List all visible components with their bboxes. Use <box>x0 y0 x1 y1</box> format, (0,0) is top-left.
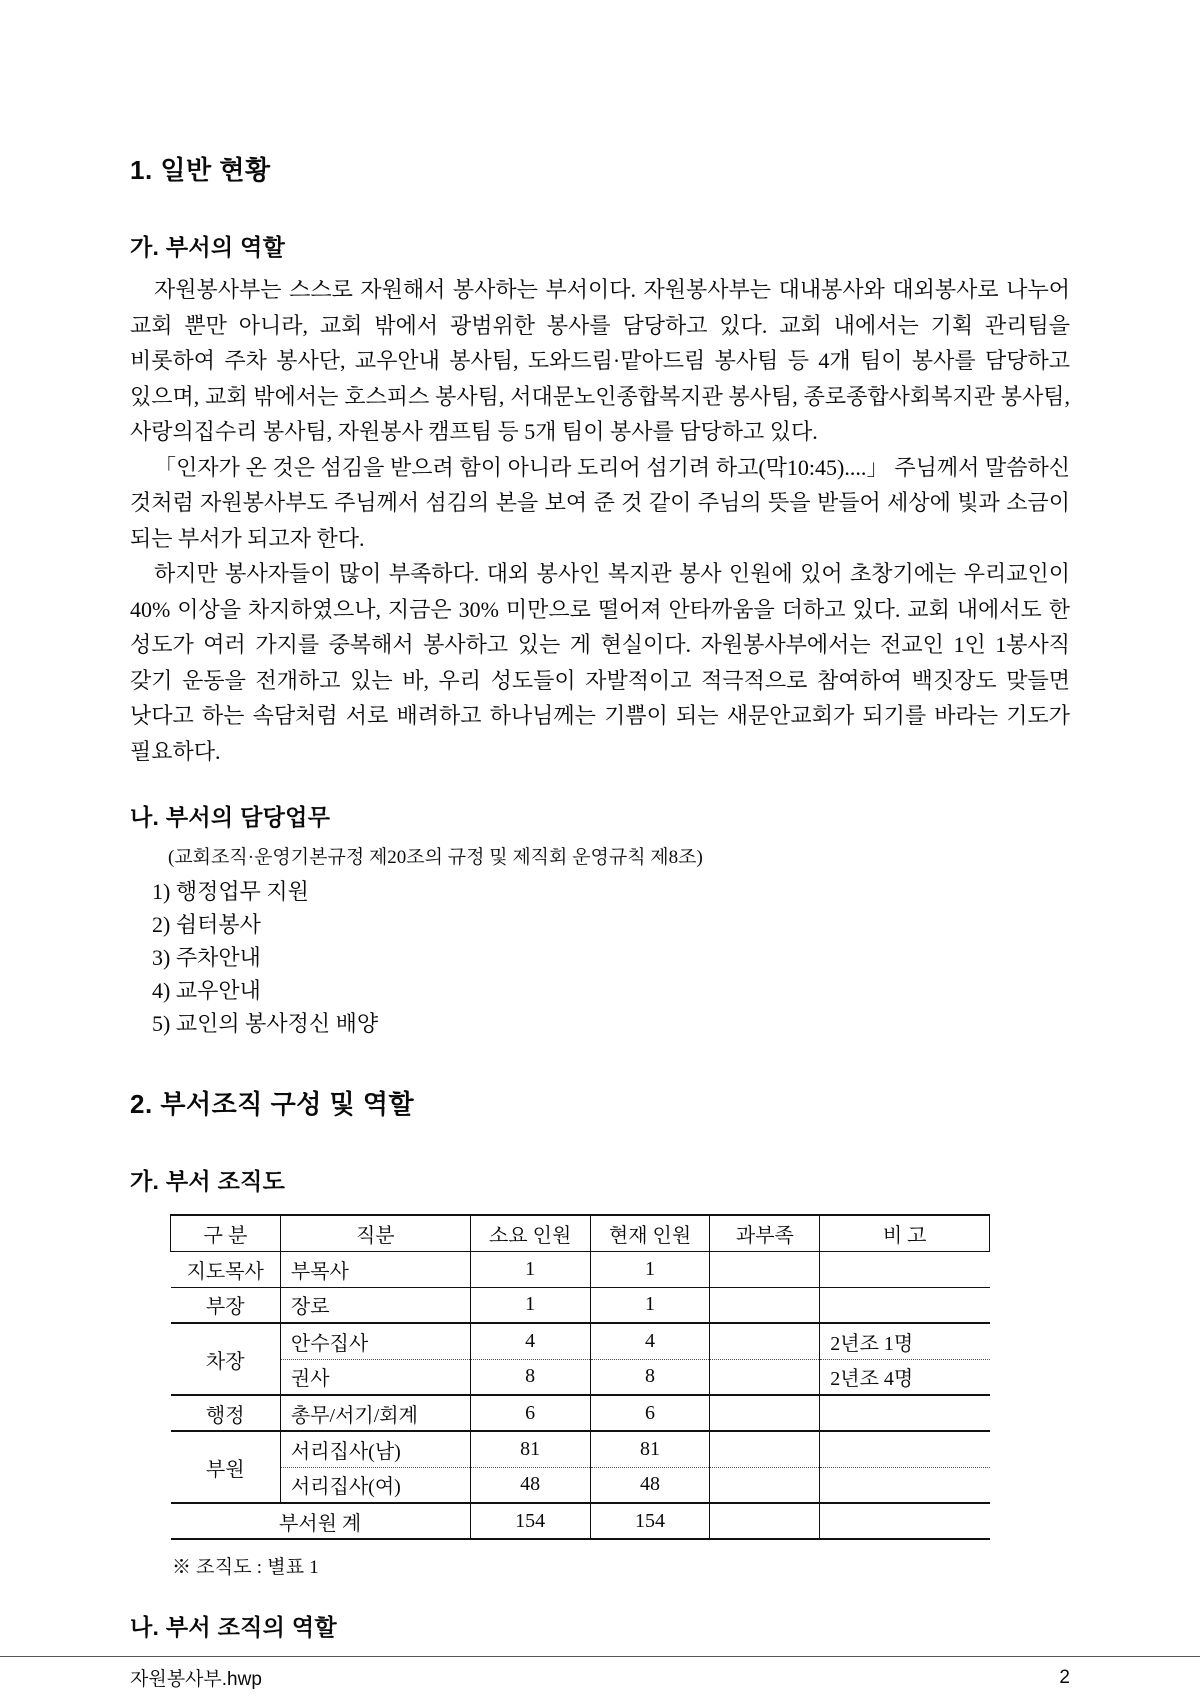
table-cell-need: 6 <box>470 1395 590 1431</box>
list-item: 5) 교인의 봉사정신 배양 <box>152 1011 379 1036</box>
table-cell-division: 부장 <box>171 1287 281 1323</box>
table-cell-need: 8 <box>470 1359 590 1395</box>
table-cell-note <box>820 1467 990 1503</box>
table-cell-note <box>820 1395 990 1431</box>
table-cell-role: 장로 <box>280 1287 470 1323</box>
spacer <box>130 1040 1070 1084</box>
table-row <box>171 1467 990 1503</box>
table-cell-note <box>820 1431 990 1467</box>
table-cell-diff <box>710 1323 820 1359</box>
list-item: 1) 행정업무 지원 <box>152 879 309 904</box>
table-header-cell: 구 분 <box>171 1215 281 1251</box>
table-row <box>171 1431 990 1467</box>
table-cell-role: 총무/서기/회계 <box>280 1395 470 1431</box>
table-cell-role: 서리집사(남) <box>280 1431 470 1467</box>
section-2a-heading: 가. 부서 조직도 <box>130 1168 286 1194</box>
table-row <box>171 1287 990 1323</box>
table-header-cell: 직분 <box>280 1215 470 1251</box>
table-cell-need: 4 <box>470 1323 590 1359</box>
footer-page-number: 2 <box>1059 1666 1070 1688</box>
table-cell-total-need: 154 <box>470 1503 590 1539</box>
section-1a-heading: 가. 부서의 역할 <box>130 234 286 260</box>
footer-file-name: 자원봉사부.hwp <box>130 1669 262 1690</box>
list-item: 4) 교우안내 <box>152 978 261 1003</box>
table-cell-note: 2년조 1명 <box>820 1323 990 1359</box>
spacer <box>130 769 1070 799</box>
table-cell-current: 81 <box>590 1431 710 1467</box>
table-cell-need: 1 <box>470 1251 590 1287</box>
spacer <box>130 1579 1070 1609</box>
table-cell-role: 권사 <box>280 1359 470 1395</box>
table-cell-diff <box>710 1467 820 1503</box>
section-1-heading: 1. 일반 현황 <box>130 155 271 185</box>
table-header-cell: 소요 인원 <box>470 1215 590 1251</box>
regulation-reference: (교회조직·운영기본규정 제20조의 규정 및 제직회 운영규칙 제8조) <box>168 847 703 868</box>
table-row <box>171 1323 990 1359</box>
table-cell-total-note <box>820 1503 990 1539</box>
table-cell-current: 1 <box>590 1287 710 1323</box>
table-cell-total-current: 154 <box>590 1503 710 1539</box>
table-cell-role: 서리집사(여) <box>280 1467 470 1503</box>
paragraph-role-overview: 자원봉사부는 스스로 자원해서 봉사하는 부서이다. 자원봉사부는 대내봉사와 대외봉사로 나누어 교회 뿐만 아니라, 교회 밖에서 광범위한 봉사를 담당하고 있다. 교회 내에서는 기획 관리팀을 비롯하여 주차 봉사단, 교우안내 봉사팀, 도와드림·맡아드림 봉사팀 등 4개 팀이 봉사를 담당하고 있으며, 교회 밖에서는 호스피스 봉사팀, 서대문노인종합복지관 봉사팀, 종로종합사회복지관 봉사팀, 사랑의집수리 봉사팀, 자원봉사 캠프팀 등 5개 팀이 봉사를 담당하고 있다. <box>130 277 1070 444</box>
table-cell-need: 1 <box>470 1287 590 1323</box>
table-cell-current: 48 <box>590 1467 710 1503</box>
section-1b-heading: 나. 부서의 담당업무 <box>130 804 331 830</box>
table-cell-diff <box>710 1287 820 1323</box>
table-cell-diff <box>710 1395 820 1431</box>
table-header-row <box>171 1215 990 1251</box>
table-cell-current: 8 <box>590 1359 710 1395</box>
section-2b-heading: 나. 부서 조직의 역할 <box>130 1614 337 1640</box>
table-cell-current: 4 <box>590 1323 710 1359</box>
list-item: 2) 쉼터봉사 <box>152 912 261 937</box>
paragraph-volunteer-shortage: 하지만 봉사자들이 많이 부족하다. 대외 봉사인 복지관 봉사 인원에 있어 초창기에는 우리교인이 40% 이상을 차지하였으나, 지금은 30% 미만으로 떨어져 안타까움을 더하고 있다. 교회 내에서도 한 성도가 여러 가지를 중복해서 봉사하고 있는 게 현실이다. 자원봉사부에서는 전교인 1인 1봉사직 갖기 운동을 전개하고 있는 바, 우리 성도들이 자발적이고 적극적으로 참여하여 백짓장도 맞들면 낫다고 하는 속담처럼 서로 배려하고 하나님께는 기쁨이 되는 새문안교회가 되기를 바라는 기도가 필요하다. <box>130 561 1070 764</box>
table-cell-division: 부원 <box>171 1431 281 1503</box>
paragraph-scripture: 「인자가 온 것은 섬김을 받으려 함이 아니라 도리어 섬기려 하고(막10:45)....」 주님께서 말씀하신 것처럼 자원봉사부도 주님께서 섬김의 본을 보여 준 것 같이 주님의 뜻을 받들어 세상에 빛과 소금이 되는 부서가 되고자 한다. <box>130 454 1070 551</box>
list-item: 3) 주차안내 <box>152 945 261 970</box>
duties-list <box>130 875 1070 1040</box>
table-row <box>171 1359 990 1395</box>
table-cell-need: 81 <box>470 1431 590 1467</box>
table-cell-note: 2년조 4명 <box>820 1359 990 1395</box>
table-cell-division: 차장 <box>171 1323 281 1395</box>
organization-table <box>170 1214 990 1540</box>
table-header-cell: 비 고 <box>820 1215 990 1251</box>
page-footer <box>0 1656 1200 1698</box>
table-cell-diff <box>710 1431 820 1467</box>
table-cell-diff <box>710 1251 820 1287</box>
table-cell-total-diff <box>710 1503 820 1539</box>
table-header-cell: 현재 인원 <box>590 1215 710 1251</box>
table-cell-current: 1 <box>590 1251 710 1287</box>
table-cell-note <box>820 1287 990 1323</box>
table-cell-division: 행정 <box>171 1395 281 1431</box>
table-header-cell: 과부족 <box>710 1215 820 1251</box>
table-cell-total-label: 부서원 계 <box>171 1503 471 1539</box>
section-2-heading: 2. 부서조직 구성 및 역할 <box>130 1089 415 1119</box>
table-cell-need: 48 <box>470 1467 590 1503</box>
table-cell-role: 부목사 <box>280 1251 470 1287</box>
table-cell-note <box>820 1251 990 1287</box>
table-cell-current: 6 <box>590 1395 710 1431</box>
table-footnote: ※ 조직도 : 별표 1 <box>172 1557 319 1578</box>
table-cell-diff <box>710 1359 820 1395</box>
table-cell-division: 지도목사 <box>171 1251 281 1287</box>
table-row <box>171 1251 990 1287</box>
table-cell-role: 안수집사 <box>280 1323 470 1359</box>
table-total-row <box>171 1503 990 1539</box>
table-row <box>171 1395 990 1431</box>
